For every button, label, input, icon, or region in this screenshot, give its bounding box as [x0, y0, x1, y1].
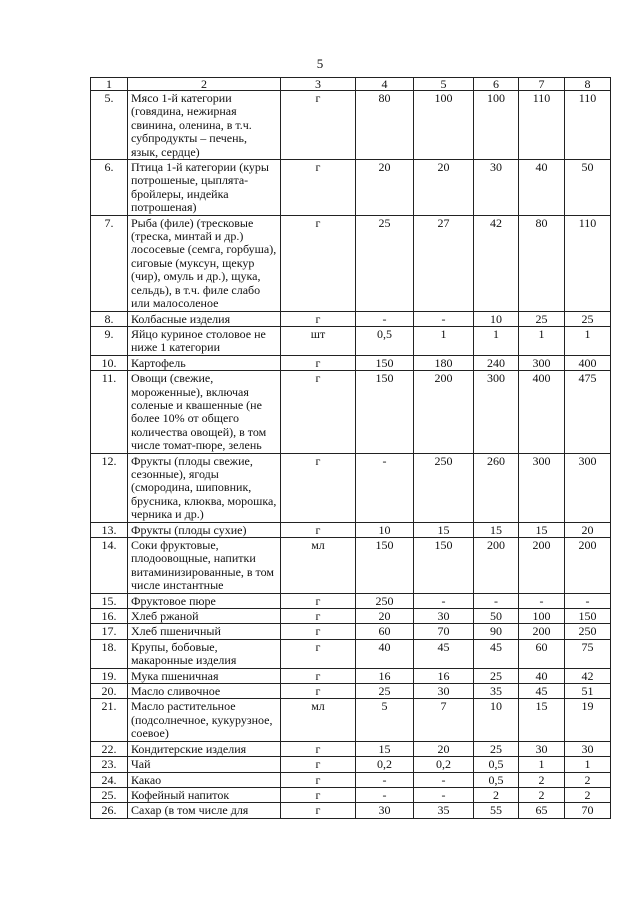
- product-name-cell: Картофель: [128, 355, 281, 370]
- value-cell: 40: [519, 668, 565, 683]
- unit-cell: шт: [281, 326, 356, 355]
- table-row: [91, 311, 611, 326]
- value-cell: 150: [356, 538, 414, 594]
- value-cell: 55: [474, 803, 519, 818]
- value-cell: 200: [474, 538, 519, 594]
- unit-cell: г: [281, 355, 356, 370]
- value-cell: 200: [519, 624, 565, 639]
- table-row: [91, 355, 611, 370]
- product-name-cell: Мясо 1-й категории (говядина, нежирная свинина, оленина, в т.ч. субпродукты – печень, язык, сердце): [128, 91, 281, 160]
- row-number-cell: 18.: [91, 639, 128, 668]
- value-cell: 45: [474, 639, 519, 668]
- table-row: [91, 772, 611, 787]
- value-cell: 20: [356, 609, 414, 624]
- table-row: [91, 215, 611, 311]
- value-cell: -: [474, 593, 519, 608]
- value-cell: 100: [519, 609, 565, 624]
- header-cell: 4: [356, 78, 414, 91]
- value-cell: 300: [519, 355, 565, 370]
- food-norms-table: [90, 77, 611, 819]
- table-row: [91, 453, 611, 522]
- product-name-cell: Фрукты (плоды сухие): [128, 522, 281, 537]
- value-cell: 110: [565, 215, 611, 311]
- value-cell: 42: [565, 668, 611, 683]
- value-cell: 110: [519, 91, 565, 160]
- unit-cell: мл: [281, 699, 356, 741]
- product-name-cell: Масло растительное (подсолнечное, кукурузное, соевое): [128, 699, 281, 741]
- product-name-cell: Сахар (в том числе для: [128, 803, 281, 818]
- product-name-cell: Фруктовое пюре: [128, 593, 281, 608]
- row-number-cell: 23.: [91, 757, 128, 772]
- value-cell: 42: [474, 215, 519, 311]
- row-number-cell: 11.: [91, 371, 128, 453]
- unit-cell: г: [281, 522, 356, 537]
- value-cell: 1: [565, 757, 611, 772]
- value-cell: 30: [565, 741, 611, 756]
- row-number-cell: 12.: [91, 453, 128, 522]
- value-cell: -: [414, 593, 474, 608]
- table-row: [91, 639, 611, 668]
- row-number-cell: 26.: [91, 803, 128, 818]
- value-cell: 75: [565, 639, 611, 668]
- value-cell: 7: [414, 699, 474, 741]
- value-cell: -: [565, 593, 611, 608]
- header-cell: 7: [519, 78, 565, 91]
- product-name-cell: Крупы, бобовые, макаронные изделия: [128, 639, 281, 668]
- row-number-cell: 21.: [91, 699, 128, 741]
- value-cell: 10: [356, 522, 414, 537]
- row-number-cell: 8.: [91, 311, 128, 326]
- value-cell: 0,5: [474, 772, 519, 787]
- table-row: [91, 668, 611, 683]
- row-number-cell: 17.: [91, 624, 128, 639]
- value-cell: 2: [565, 772, 611, 787]
- unit-cell: г: [281, 371, 356, 453]
- unit-cell: г: [281, 668, 356, 683]
- value-cell: 70: [414, 624, 474, 639]
- table-row: [91, 160, 611, 216]
- value-cell: 30: [414, 609, 474, 624]
- value-cell: 1: [414, 326, 474, 355]
- unit-cell: г: [281, 160, 356, 216]
- value-cell: 65: [519, 803, 565, 818]
- value-cell: 240: [474, 355, 519, 370]
- row-number-cell: 6.: [91, 160, 128, 216]
- value-cell: 2: [565, 787, 611, 802]
- row-number-cell: 22.: [91, 741, 128, 756]
- value-cell: 40: [519, 160, 565, 216]
- table-row: [91, 91, 611, 160]
- value-cell: -: [414, 772, 474, 787]
- row-number-cell: 13.: [91, 522, 128, 537]
- table-row: [91, 741, 611, 756]
- value-cell: 1: [519, 757, 565, 772]
- value-cell: 10: [474, 311, 519, 326]
- value-cell: 15: [519, 699, 565, 741]
- value-cell: 27: [414, 215, 474, 311]
- row-number-cell: 16.: [91, 609, 128, 624]
- table-row: [91, 803, 611, 818]
- product-name-cell: Фрукты (плоды свежие, сезонные), ягоды (смородина, шиповник, брусника, клюква, морошка, черника и др.): [128, 453, 281, 522]
- value-cell: -: [356, 772, 414, 787]
- table-row: [91, 757, 611, 772]
- value-cell: 50: [565, 160, 611, 216]
- value-cell: 40: [356, 639, 414, 668]
- value-cell: 25: [474, 668, 519, 683]
- unit-cell: г: [281, 684, 356, 699]
- value-cell: 200: [414, 371, 474, 453]
- value-cell: -: [356, 311, 414, 326]
- table-row: [91, 787, 611, 802]
- value-cell: 200: [519, 538, 565, 594]
- value-cell: 0,5: [356, 326, 414, 355]
- value-cell: 70: [565, 803, 611, 818]
- unit-cell: г: [281, 803, 356, 818]
- unit-cell: г: [281, 757, 356, 772]
- value-cell: 45: [519, 684, 565, 699]
- value-cell: 35: [474, 684, 519, 699]
- value-cell: 15: [414, 522, 474, 537]
- unit-cell: г: [281, 215, 356, 311]
- value-cell: -: [356, 787, 414, 802]
- value-cell: 20: [565, 522, 611, 537]
- value-cell: 150: [565, 609, 611, 624]
- product-name-cell: Овощи (свежие, мороженные), включая соленые и квашенные (не более 10% от общего количества овощей), в том числе томат-пюре, зелень: [128, 371, 281, 453]
- header-cell: 8: [565, 78, 611, 91]
- value-cell: 180: [414, 355, 474, 370]
- value-cell: 0,5: [474, 757, 519, 772]
- value-cell: 25: [519, 311, 565, 326]
- table-header-row: [91, 78, 611, 91]
- value-cell: 30: [356, 803, 414, 818]
- product-name-cell: Хлеб ржаной: [128, 609, 281, 624]
- table-row: [91, 624, 611, 639]
- value-cell: 300: [474, 371, 519, 453]
- value-cell: 19: [565, 699, 611, 741]
- row-number-cell: 24.: [91, 772, 128, 787]
- value-cell: -: [414, 787, 474, 802]
- value-cell: 250: [565, 624, 611, 639]
- unit-cell: г: [281, 624, 356, 639]
- unit-cell: мл: [281, 538, 356, 594]
- value-cell: 60: [356, 624, 414, 639]
- value-cell: 2: [519, 772, 565, 787]
- value-cell: 150: [414, 538, 474, 594]
- value-cell: 30: [519, 741, 565, 756]
- unit-cell: г: [281, 311, 356, 326]
- header-cell: 5: [414, 78, 474, 91]
- value-cell: -: [356, 453, 414, 522]
- value-cell: 10: [474, 699, 519, 741]
- row-number-cell: 10.: [91, 355, 128, 370]
- value-cell: 400: [519, 371, 565, 453]
- header-cell: 2: [128, 78, 281, 91]
- unit-cell: г: [281, 453, 356, 522]
- value-cell: -: [414, 311, 474, 326]
- value-cell: 5: [356, 699, 414, 741]
- row-number-cell: 15.: [91, 593, 128, 608]
- table-row: [91, 522, 611, 537]
- value-cell: 45: [414, 639, 474, 668]
- value-cell: 2: [474, 787, 519, 802]
- value-cell: 1: [565, 326, 611, 355]
- table-row: [91, 538, 611, 594]
- value-cell: 300: [565, 453, 611, 522]
- value-cell: 250: [356, 593, 414, 608]
- table-row: [91, 699, 611, 741]
- value-cell: 1: [474, 326, 519, 355]
- unit-cell: г: [281, 91, 356, 160]
- header-cell: 1: [91, 78, 128, 91]
- product-name-cell: Кондитерские изделия: [128, 741, 281, 756]
- value-cell: 0,2: [356, 757, 414, 772]
- value-cell: 25: [356, 215, 414, 311]
- table-row: [91, 593, 611, 608]
- value-cell: 30: [474, 160, 519, 216]
- page-number: 5: [316, 56, 324, 71]
- unit-cell: г: [281, 741, 356, 756]
- value-cell: 30: [414, 684, 474, 699]
- table-row: [91, 609, 611, 624]
- value-cell: 20: [414, 741, 474, 756]
- value-cell: 0,2: [414, 757, 474, 772]
- value-cell: 300: [519, 453, 565, 522]
- value-cell: 100: [414, 91, 474, 160]
- value-cell: 15: [356, 741, 414, 756]
- product-name-cell: Хлеб пшеничный: [128, 624, 281, 639]
- value-cell: 25: [474, 741, 519, 756]
- table-row: [91, 684, 611, 699]
- value-cell: 20: [414, 160, 474, 216]
- value-cell: 1: [519, 326, 565, 355]
- value-cell: 150: [356, 355, 414, 370]
- row-number-cell: 20.: [91, 684, 128, 699]
- value-cell: 50: [474, 609, 519, 624]
- value-cell: 60: [519, 639, 565, 668]
- value-cell: 51: [565, 684, 611, 699]
- unit-cell: г: [281, 593, 356, 608]
- value-cell: 110: [565, 91, 611, 160]
- value-cell: 80: [356, 91, 414, 160]
- header-cell: 3: [281, 78, 356, 91]
- value-cell: 16: [356, 668, 414, 683]
- value-cell: 200: [565, 538, 611, 594]
- row-number-cell: 5.: [91, 91, 128, 160]
- unit-cell: г: [281, 609, 356, 624]
- product-name-cell: Чай: [128, 757, 281, 772]
- value-cell: 15: [519, 522, 565, 537]
- value-cell: 35: [414, 803, 474, 818]
- value-cell: -: [519, 593, 565, 608]
- product-name-cell: Птица 1-й категории (куры потрошеные, цыплята-бройлеры, индейка потрошеная): [128, 160, 281, 216]
- value-cell: 80: [519, 215, 565, 311]
- value-cell: 16: [414, 668, 474, 683]
- header-cell: 6: [474, 78, 519, 91]
- value-cell: 250: [414, 453, 474, 522]
- product-name-cell: Колбасные изделия: [128, 311, 281, 326]
- unit-cell: г: [281, 787, 356, 802]
- value-cell: 25: [565, 311, 611, 326]
- unit-cell: г: [281, 772, 356, 787]
- table-row: [91, 326, 611, 355]
- product-name-cell: Масло сливочное: [128, 684, 281, 699]
- row-number-cell: 9.: [91, 326, 128, 355]
- row-number-cell: 7.: [91, 215, 128, 311]
- product-name-cell: Рыба (филе) (тресковые (треска, минтай и др.) лососевые (семга, горбуша), сиговые (муксун, щекур (чир), омуль и др.), щука, сельдь), в т.ч. филе слабо или малосоленое: [128, 215, 281, 311]
- value-cell: 150: [356, 371, 414, 453]
- product-name-cell: Мука пшеничная: [128, 668, 281, 683]
- value-cell: 15: [474, 522, 519, 537]
- row-number-cell: 14.: [91, 538, 128, 594]
- row-number-cell: 25.: [91, 787, 128, 802]
- row-number-cell: 19.: [91, 668, 128, 683]
- value-cell: 475: [565, 371, 611, 453]
- product-name-cell: Соки фруктовые, плодоовощные, напитки витаминизированные, в том числе инстантные: [128, 538, 281, 594]
- value-cell: 2: [519, 787, 565, 802]
- unit-cell: г: [281, 639, 356, 668]
- table-row: [91, 371, 611, 453]
- value-cell: 25: [356, 684, 414, 699]
- value-cell: 100: [474, 91, 519, 160]
- product-name-cell: Какао: [128, 772, 281, 787]
- value-cell: 260: [474, 453, 519, 522]
- value-cell: 400: [565, 355, 611, 370]
- value-cell: 90: [474, 624, 519, 639]
- product-name-cell: Яйцо куриное столовое не ниже 1 категории: [128, 326, 281, 355]
- value-cell: 20: [356, 160, 414, 216]
- product-name-cell: Кофейный напиток: [128, 787, 281, 802]
